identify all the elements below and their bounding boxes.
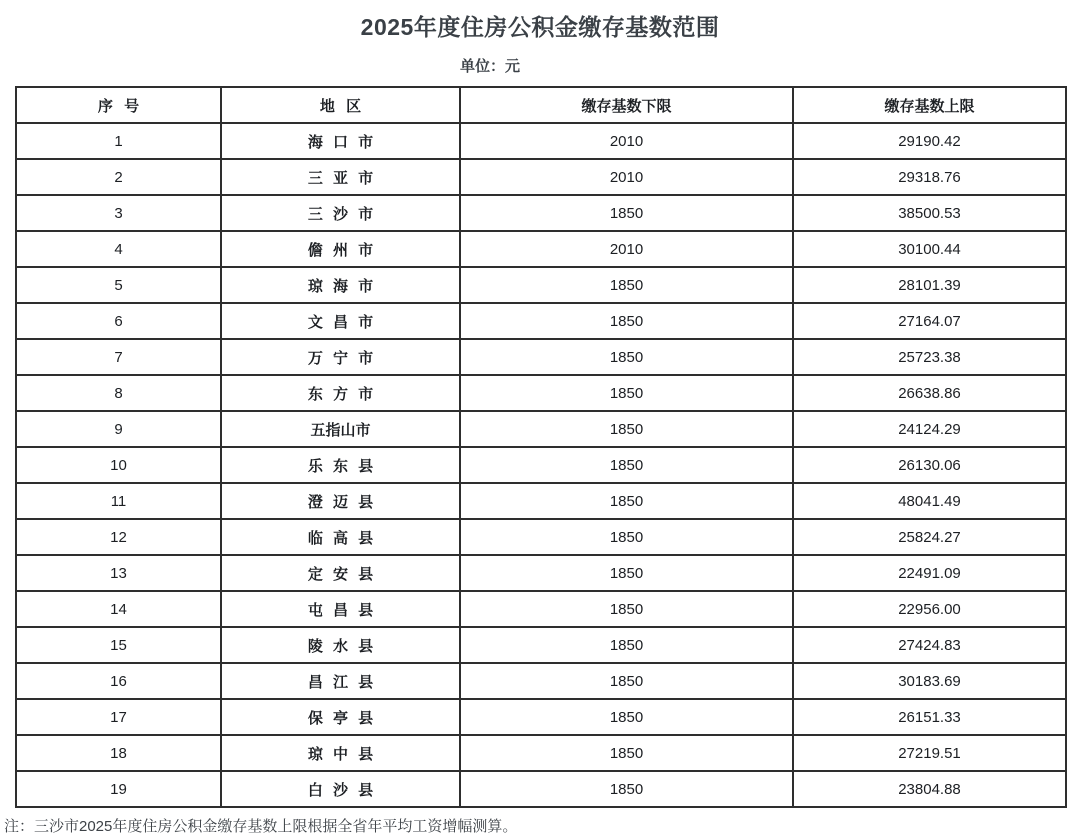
cell-upper-limit: 28101.39 — [793, 267, 1066, 303]
cell-lower-limit: 1850 — [460, 303, 793, 339]
col-header-seq: 序 号 — [16, 87, 221, 123]
cell-lower-limit: 2010 — [460, 123, 793, 159]
cell-upper-limit: 27219.51 — [793, 735, 1066, 771]
table-row — [16, 411, 1066, 447]
table-header-row — [16, 87, 1066, 123]
table-row — [16, 699, 1066, 735]
cell-region: 保 亭 县 — [221, 699, 460, 735]
cell-seq: 2 — [16, 159, 221, 195]
table-row — [16, 483, 1066, 519]
cell-region: 三 沙 市 — [221, 195, 460, 231]
cell-lower-limit: 1850 — [460, 663, 793, 699]
page — [0, 9, 1080, 834]
table-row — [16, 627, 1066, 663]
cell-lower-limit: 1850 — [460, 771, 793, 807]
table-row — [16, 519, 1066, 555]
cell-upper-limit: 24124.29 — [793, 411, 1066, 447]
cell-seq: 12 — [16, 519, 221, 555]
table-row — [16, 303, 1066, 339]
cell-lower-limit: 2010 — [460, 159, 793, 195]
cell-region: 乐 东 县 — [221, 447, 460, 483]
cell-lower-limit: 1850 — [460, 411, 793, 447]
cell-seq: 14 — [16, 591, 221, 627]
footnote: 注：三沙市2025年度住房公积金缴存基数上限根据全省年平均工资增幅测算。 — [4, 818, 518, 835]
cell-upper-limit: 27424.83 — [793, 627, 1066, 663]
table-row — [16, 267, 1066, 303]
cell-seq: 16 — [16, 663, 221, 699]
table-row — [16, 339, 1066, 375]
table-row — [16, 663, 1066, 699]
cell-upper-limit: 23804.88 — [793, 771, 1066, 807]
cell-seq: 3 — [16, 195, 221, 231]
cell-seq: 1 — [16, 123, 221, 159]
cell-region: 儋 州 市 — [221, 231, 460, 267]
cell-lower-limit: 1850 — [460, 339, 793, 375]
contribution-base-table — [15, 86, 1067, 808]
cell-region: 屯 昌 县 — [221, 591, 460, 627]
cell-region: 万 宁 市 — [221, 339, 460, 375]
cell-region: 澄 迈 县 — [221, 483, 460, 519]
cell-region: 陵 水 县 — [221, 627, 460, 663]
cell-lower-limit: 1850 — [460, 555, 793, 591]
cell-region: 昌 江 县 — [221, 663, 460, 699]
cell-region: 定 安 县 — [221, 555, 460, 591]
cell-region: 临 高 县 — [221, 519, 460, 555]
cell-upper-limit: 29318.76 — [793, 159, 1066, 195]
cell-upper-limit: 22956.00 — [793, 591, 1066, 627]
cell-seq: 18 — [16, 735, 221, 771]
cell-seq: 15 — [16, 627, 221, 663]
cell-seq: 10 — [16, 447, 221, 483]
cell-upper-limit: 30100.44 — [793, 231, 1066, 267]
cell-region: 海 口 市 — [221, 123, 460, 159]
cell-region: 五指山市 — [221, 411, 460, 447]
cell-seq: 11 — [16, 483, 221, 519]
cell-lower-limit: 1850 — [460, 195, 793, 231]
cell-lower-limit: 1850 — [460, 267, 793, 303]
unit-label: 单位：元 — [459, 58, 520, 75]
cell-region: 三 亚 市 — [221, 159, 460, 195]
cell-seq: 17 — [16, 699, 221, 735]
table-row — [16, 231, 1066, 267]
cell-upper-limit: 22491.09 — [793, 555, 1066, 591]
cell-lower-limit: 1850 — [460, 375, 793, 411]
cell-upper-limit: 30183.69 — [793, 663, 1066, 699]
cell-upper-limit: 26151.33 — [793, 699, 1066, 735]
col-header-region: 地 区 — [221, 87, 460, 123]
table-row — [16, 735, 1066, 771]
cell-region: 东 方 市 — [221, 375, 460, 411]
cell-seq: 4 — [16, 231, 221, 267]
cell-lower-limit: 1850 — [460, 519, 793, 555]
cell-lower-limit: 2010 — [460, 231, 793, 267]
cell-lower-limit: 1850 — [460, 447, 793, 483]
cell-upper-limit: 25723.38 — [793, 339, 1066, 375]
cell-region: 琼 中 县 — [221, 735, 460, 771]
table-row — [16, 123, 1066, 159]
cell-upper-limit: 48041.49 — [793, 483, 1066, 519]
cell-upper-limit: 27164.07 — [793, 303, 1066, 339]
cell-lower-limit: 1850 — [460, 483, 793, 519]
cell-upper-limit: 25824.27 — [793, 519, 1066, 555]
table-row — [16, 591, 1066, 627]
col-header-upper-limit: 缴存基数上限 — [793, 87, 1066, 123]
table-row — [16, 195, 1066, 231]
cell-seq: 19 — [16, 771, 221, 807]
cell-seq: 9 — [16, 411, 221, 447]
cell-upper-limit: 29190.42 — [793, 123, 1066, 159]
col-header-lower-limit: 缴存基数下限 — [460, 87, 793, 123]
cell-lower-limit: 1850 — [460, 735, 793, 771]
cell-lower-limit: 1850 — [460, 627, 793, 663]
cell-seq: 6 — [16, 303, 221, 339]
page-title: 2025年度住房公积金缴存基数范围 — [360, 14, 720, 40]
cell-region: 琼 海 市 — [221, 267, 460, 303]
cell-lower-limit: 1850 — [460, 699, 793, 735]
cell-upper-limit: 26638.86 — [793, 375, 1066, 411]
table-row — [16, 159, 1066, 195]
cell-upper-limit: 38500.53 — [793, 195, 1066, 231]
table-row — [16, 447, 1066, 483]
cell-seq: 7 — [16, 339, 221, 375]
table-row — [16, 555, 1066, 591]
cell-region: 文 昌 市 — [221, 303, 460, 339]
table-row — [16, 771, 1066, 807]
table-row — [16, 375, 1066, 411]
cell-lower-limit: 1850 — [460, 591, 793, 627]
cell-upper-limit: 26130.06 — [793, 447, 1066, 483]
cell-seq: 13 — [16, 555, 221, 591]
cell-region: 白 沙 县 — [221, 771, 460, 807]
table-body — [16, 123, 1066, 807]
cell-seq: 8 — [16, 375, 221, 411]
cell-seq: 5 — [16, 267, 221, 303]
